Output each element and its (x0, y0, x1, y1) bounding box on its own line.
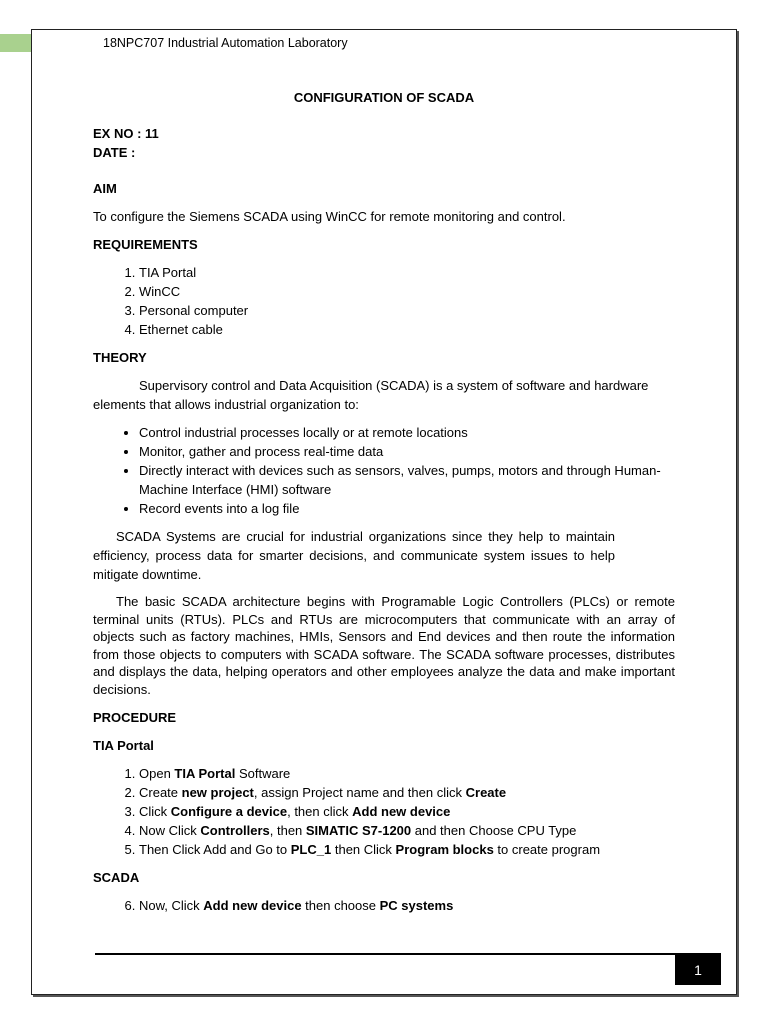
footer-rule (95, 953, 721, 955)
procedure-steps (93, 764, 675, 859)
list-item: • Control industrial processes locally or at remote locations (139, 423, 675, 442)
procedure-heading: PROCEDURE (93, 709, 177, 725)
list-item: 6. Now, Click Add new device then choose PC systems (139, 896, 675, 915)
footer-page-number: 1 (675, 955, 721, 985)
theory-paragraph-3: The basic SCADA architecture begins with Programable Logic Controllers (PLCs) or remote terminal units (RTUs). PLCs and RTUs are microcomputers that communicate with an array of objects such as factory machines, HMIs, Sensors and End devices and then route the information from those objects to computers with SCADA software. The SCADA software processes, distributes and displays the data, helping operators and other employees analyze the data and make important decisions. (93, 594, 675, 697)
list-item: 4. Ethernet cable (139, 320, 675, 339)
list-item: 5. Then Click Add and Go to PLC_1 then Click Program blocks to create program (139, 840, 675, 859)
document-body (93, 88, 675, 924)
aim-text: To configure the Siemens SCADA using WinCC for remote monitoring and control. (93, 209, 566, 224)
theory-heading: THEORY (93, 350, 147, 365)
ex-no: EX NO : 11 (93, 126, 159, 141)
requirements-list (93, 263, 675, 339)
scada-heading: SCADA (93, 869, 140, 885)
theory-bullets (93, 423, 675, 518)
tia-portal-heading: TIA Portal (93, 737, 154, 753)
list-item: • Monitor, gather and process real-time data (139, 442, 675, 461)
date-label: DATE : (93, 145, 136, 160)
list-item: 4. Now Click Controllers, then SIMATIC S7-1200 and then Choose CPU Type (139, 821, 675, 840)
list-item: 2. Create new project, assign Project name and then click Create (139, 783, 675, 802)
list-item: 1. Open TIA Portal Software (139, 764, 675, 783)
theory-intro: Supervisory control and Data Acquisition (SCADA) is a system of software and hardware elements that allows industrial organization to: (93, 378, 649, 412)
scada-steps (93, 896, 675, 915)
aim-heading: AIM (93, 181, 117, 196)
header-course-title: 18NPC707 Industrial Automation Laboratory (103, 36, 348, 50)
list-item: 2. WinCC (139, 282, 675, 301)
theory-paragraph-2: SCADA Systems are crucial for industrial organizations since they help to maintain efficiency, process data for smarter decisions, and communicate system issues to help mitigate downtime. (93, 529, 615, 582)
list-item: 3. Personal computer (139, 301, 675, 320)
list-item: • Directly interact with devices such as sensors, valves, pumps, motors and through Human- Machine Interface (HMI) software (139, 461, 675, 499)
requirements-heading: REQUIREMENTS (93, 237, 198, 252)
list-item: 1. TIA Portal (139, 263, 675, 282)
list-item: • Record events into a log file (139, 499, 675, 518)
list-item: 3. Click Configure a device, then click Add new device (139, 802, 675, 821)
document-title: CONFIGURATION OF SCADA (293, 90, 475, 105)
